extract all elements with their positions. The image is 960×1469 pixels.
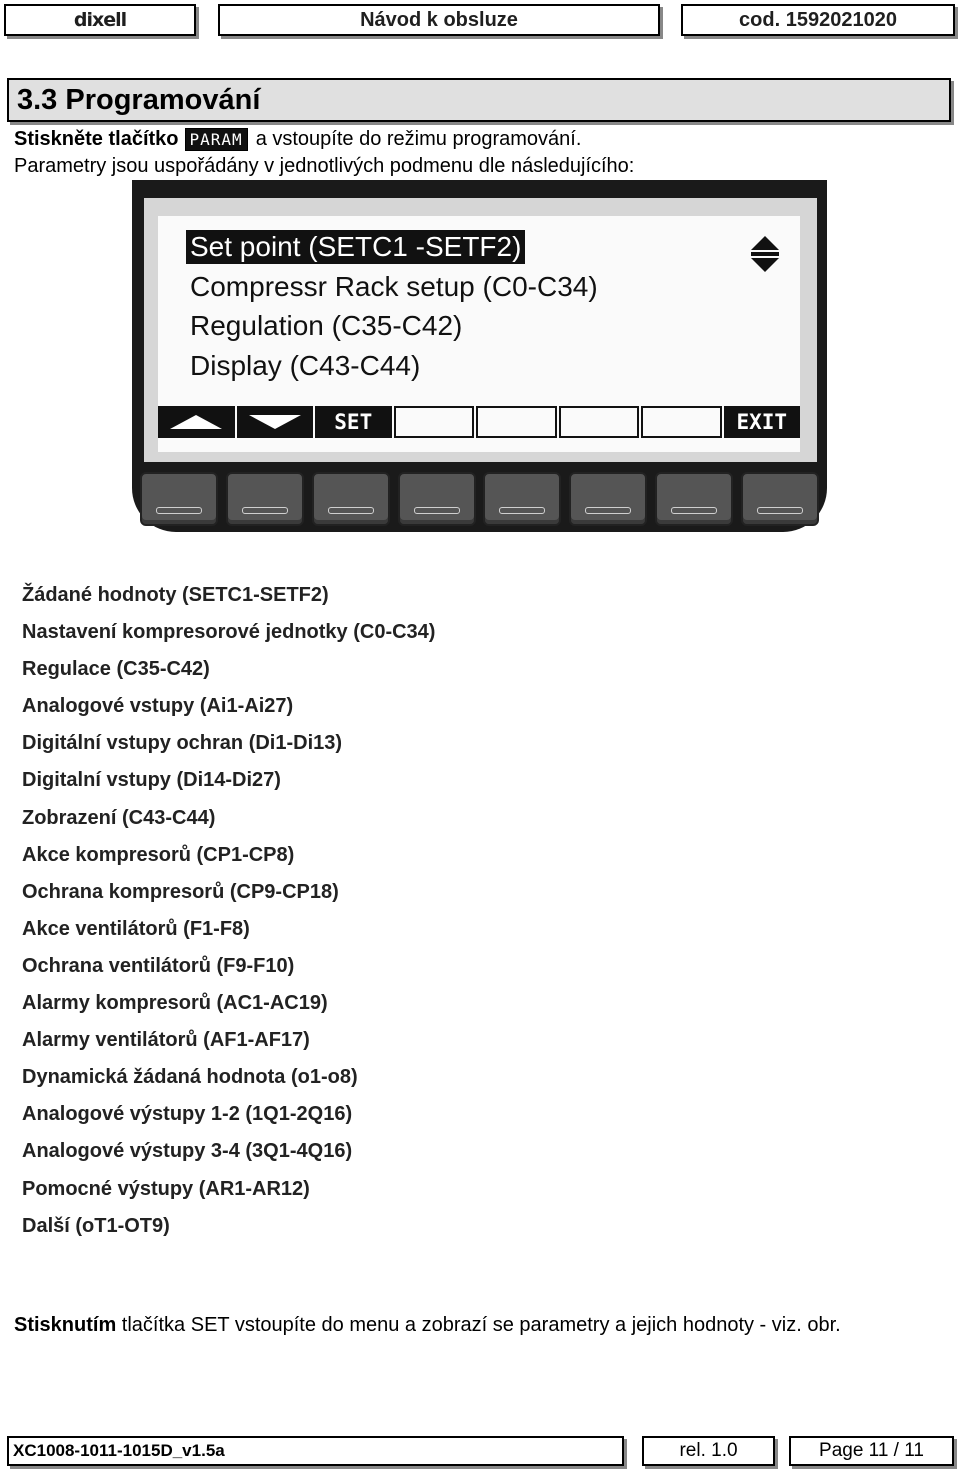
list-item: Akce ventilátorů (F1-F8) xyxy=(22,917,250,940)
param-key-icon: PARAM xyxy=(185,128,248,151)
softkey-set: SET xyxy=(315,406,392,438)
intro-bold: Stiskněte tlačítko xyxy=(14,128,179,150)
intro-line-2: Parametry jsou uspořádány v jednotlivých podmenu dle následujícího: xyxy=(14,155,635,177)
list-item: Digitalní vstupy (Di14-Di27) xyxy=(22,769,281,792)
hardware-key-4 xyxy=(398,472,476,526)
list-item: Analogové výstupy 1-2 (1Q1-2Q16) xyxy=(22,1103,353,1126)
list-item: Analogové vstupy (Ai1-Ai27) xyxy=(22,695,294,718)
list-item: Akce kompresorů (CP1-CP8) xyxy=(22,843,295,866)
softkey-blank-4 xyxy=(394,406,475,438)
outro-rest: tlačítka SET vstoupíte do menu a zobrazí se parametry a jejich hodnoty - viz. obr. xyxy=(116,1314,841,1336)
softkey-up xyxy=(158,406,235,438)
screen-frame xyxy=(144,198,817,464)
list-item: Alarmy kompresorů (AC1-AC19) xyxy=(22,992,328,1015)
list-item: Ochrana ventilátorů (F9-F10) xyxy=(22,954,295,977)
submenu-list xyxy=(22,582,435,1250)
section-title: 3.3 Programování xyxy=(7,78,951,122)
softkey-exit: EXIT xyxy=(724,406,801,438)
hardware-key-3 xyxy=(312,472,390,526)
footer-doc-id: XC1008-1011-1015D_v1.5a xyxy=(7,1436,624,1466)
outro-bold: Stisknutím xyxy=(14,1314,117,1336)
hardware-key-1 xyxy=(140,472,218,526)
header-title: Návod k obsluze xyxy=(218,4,660,36)
intro-rest: a vstoupíte do režimu programování. xyxy=(255,128,582,150)
softkey-blank-5 xyxy=(476,406,557,438)
footer-release: rel. 1.0 xyxy=(642,1436,775,1466)
lcd-menu-item-1: Set point (SETC1 -SETF2) xyxy=(186,230,525,264)
list-item: Pomocné výstupy (AR1-AR12) xyxy=(22,1177,310,1200)
lcd-menu-item-2: Compressr Rack setup (C0-C34) xyxy=(190,271,598,302)
hardware-key-6 xyxy=(569,472,647,526)
arrow-down-icon xyxy=(245,413,305,431)
footer-page-number: Page 11 / 11 xyxy=(789,1436,954,1466)
hardware-key-2 xyxy=(226,472,304,526)
intro-line-1 xyxy=(14,128,581,151)
hardware-key-5 xyxy=(483,472,561,526)
softkey-blank-6 xyxy=(559,406,640,438)
list-item: Nastavení kompresorové jednotky (C0-C34) xyxy=(22,621,436,644)
softkey-blank-7 xyxy=(641,406,722,438)
list-item: Dynamická žádaná hodnota (o1-o8) xyxy=(22,1066,358,1089)
list-item: Alarmy ventilátorů (AF1-AF17) xyxy=(22,1029,310,1052)
softkey-down xyxy=(237,406,314,438)
scroll-arrows-icon xyxy=(748,234,782,274)
list-item: Žádané hodnoty (SETC1-SETF2) xyxy=(22,584,329,606)
outro-text xyxy=(14,1314,841,1337)
list-item: Analogové výstupy 3-4 (3Q1-4Q16) xyxy=(22,1140,353,1163)
arrow-up-icon xyxy=(166,413,226,431)
list-item: Další (oT1-OT9) xyxy=(22,1214,170,1237)
list-item: Zobrazení (C43-C44) xyxy=(22,806,216,829)
hardware-keys xyxy=(140,472,819,526)
lcd-display xyxy=(158,216,800,452)
hardware-key-7 xyxy=(655,472,733,526)
list-item: Regulace (C35-C42) xyxy=(22,658,210,681)
dixell-logo: dixell xyxy=(4,4,196,36)
hardware-key-8 xyxy=(741,472,819,526)
softkey-bar xyxy=(158,406,800,438)
lcd-menu-item-4: Display (C43-C44) xyxy=(190,350,421,381)
header-code: cod. 1592021020 xyxy=(681,4,955,36)
controller-illustration xyxy=(132,180,827,535)
list-item: Ochrana kompresorů (CP9-CP18) xyxy=(22,880,339,903)
lcd-menu-item-3: Regulation (C35-C42) xyxy=(190,310,463,341)
list-item: Digitální vstupy ochran (Di1-Di13) xyxy=(22,732,343,755)
